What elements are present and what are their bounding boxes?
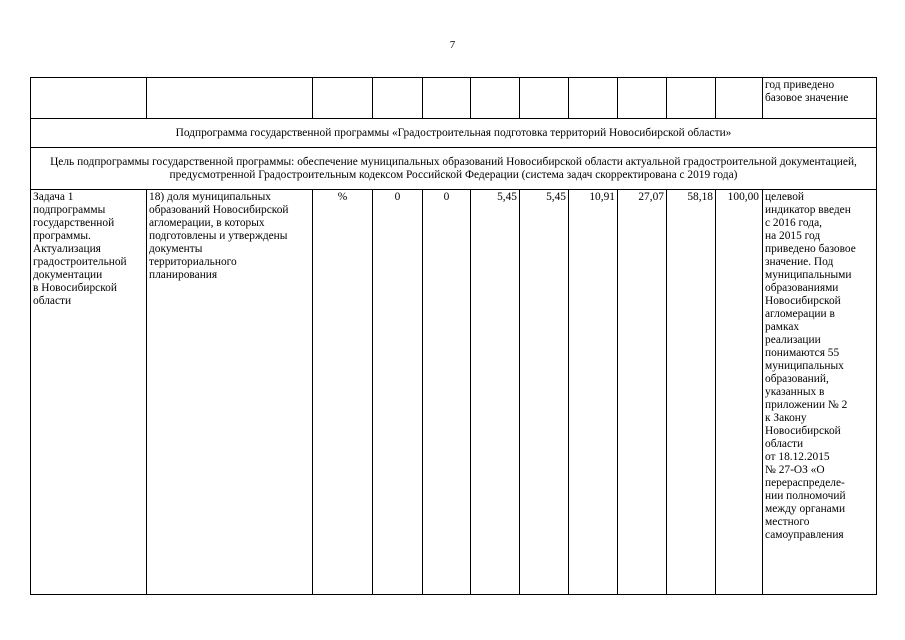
table-cell: [716, 78, 763, 119]
table-cell: [667, 78, 716, 119]
value-cell: 5,45: [520, 190, 569, 595]
table-row-continuation: [31, 78, 877, 119]
subprogram-heading: Подпрограмма государственной программы «Градостроительная подготовка территорий Новосибирской области»: [31, 119, 877, 148]
indicator-text: 18) доля муниципальных образований Новосибирской агломерации, в которых подготовлены и утверждены документы территориального планирования: [149, 191, 289, 281]
note-cell: [763, 190, 877, 595]
unit-cell: %: [313, 190, 373, 595]
value-cell: 100,00: [716, 190, 763, 595]
table-cell: [31, 78, 147, 119]
table-row-indicator: [31, 190, 877, 595]
table-cell: [569, 78, 618, 119]
value-cell: 5,45: [471, 190, 520, 595]
table-cell: [471, 78, 520, 119]
task-text: Задача 1 подпрограммы государственной программы. Актуализация градостроительной документации в Новосибирской области: [33, 191, 127, 307]
note-text: целевой индикатор введен с 2016 года, на 2015 год приведено базовое значение. Под муниципальными образованиями Новосибирской агломерации в рамках реализации понимаются 55 муниципальных образований, указанных в приложении № 2 к Закону Новосибирской области от 18.12.2015 № 27-ОЗ «О перераспределе- нии полномочий между органами местного самоуправления: [765, 191, 856, 541]
value-cell: 10,91: [569, 190, 618, 595]
table-row-subprogram: [31, 119, 877, 148]
page-number: 7: [449, 39, 456, 51]
table-cell: [373, 78, 423, 119]
note-text: год приведено базовое значение: [765, 79, 849, 104]
table-cell: [618, 78, 667, 119]
value-cell: 27,07: [618, 190, 667, 595]
value-cell: 0: [373, 190, 423, 595]
indicator-cell: [147, 190, 313, 595]
table-cell: [313, 78, 373, 119]
value-cell: 58,18: [667, 190, 716, 595]
table-cell: [423, 78, 471, 119]
indicators-table: [30, 77, 877, 595]
goal-heading: Цель подпрограммы государственной программы: обеспечение муниципальных образований Новосибирской области актуальной градостроительной документацией, предусмотренной Градостроительным кодексом Российской Федерации (система задач скорректирована с 2019 года): [31, 148, 877, 190]
table-row-goal: [31, 148, 877, 190]
table-cell: [147, 78, 313, 119]
table-cell: [520, 78, 569, 119]
task-cell: [31, 190, 147, 595]
table-cell-note: [763, 78, 877, 119]
value-cell: 0: [423, 190, 471, 595]
